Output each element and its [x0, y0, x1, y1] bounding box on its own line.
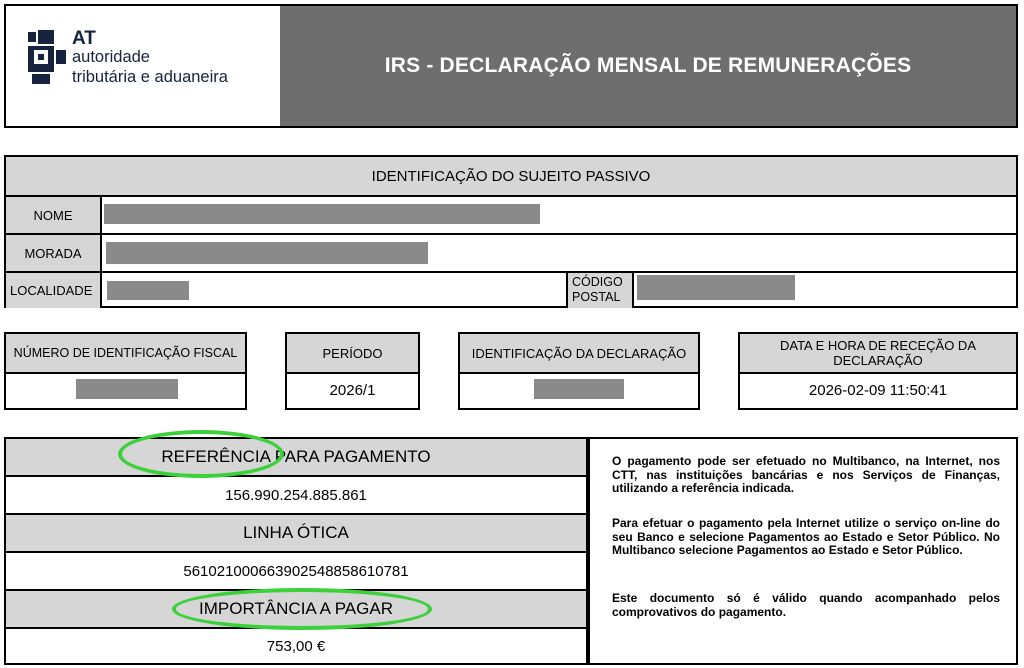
nome-row [6, 195, 1016, 233]
declaracao-redacted [534, 379, 624, 399]
morada-redacted [106, 242, 428, 264]
nome-redacted [104, 204, 540, 224]
nif-label: NÚMERO DE IDENTIFICAÇÃO FISCAL [6, 334, 245, 374]
document-header [4, 4, 1018, 128]
morada-label: MORADA [6, 235, 102, 271]
at-logo [6, 6, 280, 126]
rececao-value: 2026-02-09 11:50:41 [808, 381, 948, 399]
logo-line-2: tributária e aduaneira [72, 68, 228, 86]
title-banner [280, 6, 1016, 126]
linha-otica-value: 561021000663902548858610781 [6, 553, 586, 591]
codigo-postal-label-line2: POSTAL [572, 290, 621, 304]
sujeito-passivo-section [4, 155, 1018, 308]
importancia-label: IMPORTÂNCIA A PAGAR [6, 591, 586, 629]
info-paragraph-1: O pagamento pode ser efetuado no Multibanco, na Internet, nos CTT, nas instituições bancárias e nos Serviços de Finanças, utilizando a referência indicada. [612, 454, 1000, 495]
referencia-label: REFERÊNCIA PARA PAGAMENTO [6, 439, 586, 477]
periodo-box [285, 332, 420, 410]
page-title: IRS - DECLARAÇÃO MENSAL DE REMUNERAÇÕES [384, 54, 912, 77]
codigo-postal-label [566, 273, 634, 308]
codigo-postal-label-line1: CÓDIGO [572, 275, 623, 289]
morada-row [6, 233, 1016, 271]
localidade-redacted [107, 281, 189, 300]
info-paragraph-3: Este documento só é válido quando acompanhado pelos comprovativos do pagamento. [612, 591, 1000, 619]
periodo-value: 2026/1 [329, 381, 376, 399]
periodo-label: PERÍODO [287, 334, 418, 374]
nif-redacted [76, 379, 178, 399]
info-section [588, 437, 1018, 665]
rececao-box [738, 332, 1018, 410]
nif-box [4, 332, 247, 410]
declaracao-box [458, 332, 700, 410]
rececao-label: DATA E HORA DE RECEÇÃO DA DECLARAÇÃO [740, 334, 1016, 374]
importancia-value: 753,00 € [266, 637, 326, 655]
codigo-postal-redacted [637, 275, 795, 300]
logo-at-text: AT [72, 28, 96, 49]
at-emblem-icon [26, 28, 68, 86]
declaracao-label: IDENTIFICAÇÃO DA DECLARAÇÃO [460, 334, 698, 374]
referencia-value: 156.990.254.885.861 [6, 477, 586, 515]
logo-line-1: autoridade [72, 48, 150, 66]
localidade-row [6, 271, 1016, 308]
localidade-label: LOCALIDADE [6, 273, 102, 308]
pagamento-section [4, 437, 588, 665]
nome-label: NOME [6, 197, 102, 233]
linha-otica-label: LINHA ÓTICA [6, 515, 586, 553]
section-title: IDENTIFICAÇÃO DO SUJEITO PASSIVO [6, 157, 1016, 195]
info-paragraph-2: Para efetuar o pagamento pela Internet utilize o serviço on-line do seu Banco e selecione Pagamentos ao Estado e Setor Público. No Multibanco selecione Pagamentos ao Estado e Setor Público. [612, 516, 1000, 557]
